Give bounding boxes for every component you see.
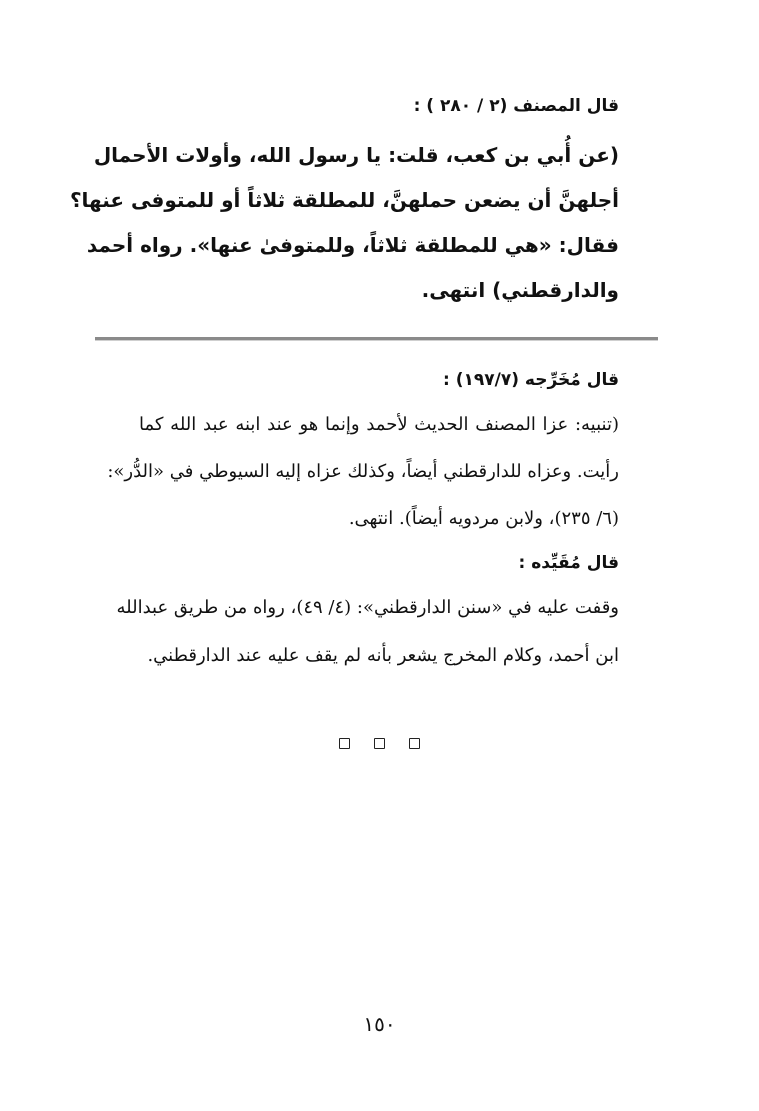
section-divider (95, 337, 658, 341)
section1-line-2: أجلهنَّ أن يضعن حملهنَّ، للمطلقة ثلاثاً أو للمتوفى عنها؟ (69, 188, 619, 212)
square-ornament-icon (374, 738, 385, 749)
section1-line-1: (عن أُبي بن كعب، قلت: يا رسول الله، وأولات الأحمال (93, 143, 619, 167)
section3-line-1: وقفت عليه في «سنن الدارقطني»: (٤/ ٤٩)، رواه من طريق عبدالله (116, 597, 619, 618)
page-number: ١٥٠ (363, 1012, 396, 1036)
section3-heading: قال مُقَيِّده : (518, 553, 619, 573)
section2-line-1: (تنبيه: عزا المصنف الحديث لأحمد وإنما هو عند ابنه عبد الله كما (139, 414, 619, 435)
section1-line-3: فقال: «هي للمطلقة ثلاثاً، وللمتوفىٰ عنها». رواه أحمد (86, 233, 619, 257)
section2-line-3: (٦/ ٢٣٥)، ولابن مردويه أيضاً). انتهى. (348, 508, 619, 529)
section2-heading: قال مُخَرِّجه (١٩٧/٧) : (442, 370, 619, 390)
section1-heading: قال المصنف (٢ / ٢٨٠ ) : (413, 96, 619, 116)
section1-line-4: والدارقطني) انتهى. (421, 278, 619, 302)
section2-line-2: رأيت. وعزاه للدارقطني أيضاً، وكذلك عزاه إليه السيوطي في «الدُّر»: (107, 461, 619, 482)
square-ornament-icon (339, 738, 350, 749)
section-end-ornament (0, 738, 759, 749)
square-ornament-icon (409, 738, 420, 749)
section3-line-2: ابن أحمد، وكلام المخرج يشعر بأنه لم يقف عليه عند الدارقطني. (147, 645, 619, 666)
